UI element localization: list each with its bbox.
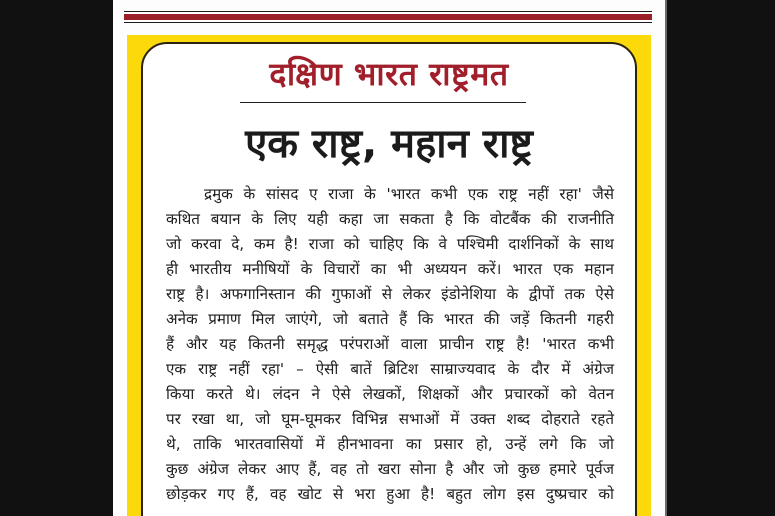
body-line: अनेक प्रमाण मिल जाएंगे, जो बताते हैं कि भारत की जड़ें कितनी गहरी	[166, 310, 614, 328]
bottom-thin-rule	[124, 22, 652, 23]
newspaper-clipping	[113, 0, 667, 516]
body-line: छोड़कर गए हैं, वह खोट से भरा हुआ है! बहुत लोग इस दुष्प्रचार को	[166, 485, 614, 503]
masthead-divider	[240, 102, 526, 103]
top-thin-rule	[124, 11, 652, 12]
editorial-card	[141, 42, 637, 516]
body-line: हैं और यह कितनी समृद्ध परंपराओं वाला प्राचीन राष्ट्र है! 'भारत कभी	[166, 335, 614, 353]
top-red-rule	[124, 14, 652, 20]
body-line: कुछ अंग्रेज लेकर आए हैं, वह तो खरा सोना है और जो कुछ हमारे पूर्वज	[166, 460, 614, 478]
body-line: कथित बयान के लिए यही कहा जा सकता है कि वोटबैंक की राजनीति	[166, 210, 614, 228]
body-line: थे, ताकि भारतवासियों में हीनभावना का प्रसार हो, उन्हें लगे कि जो	[166, 435, 614, 453]
body-line: द्रमुक के सांसद ए राजा के 'भारत कभी एक राष्ट्र नहीं रहा' जैसे	[204, 185, 614, 203]
body-line: जो करवा दे, कम है! राजा को चाहिए कि वे पश्चिमी दार्शनिकों के साथ	[166, 235, 614, 253]
editorial-frame	[127, 35, 651, 516]
body-line: ही भारतीय मनीषियों के विचारों का भी अध्ययन करें। भारत एक महान	[166, 260, 614, 278]
masthead-title: दक्षिण भारत राष्ट्रमत	[269, 55, 509, 93]
body-line: किया करते थे। लंदन ने ऐसे लेखकों, शिक्षकों और प्रचारकों को वेतन	[166, 385, 614, 403]
body-line: एक राष्ट्र नहीं रहा' – ऐसी बातें ब्रिटिश साम्राज्यवाद के दौर में अंग्रेज	[166, 360, 614, 378]
editorial-headline: एक राष्ट्र, महान राष्ट्र	[245, 121, 533, 167]
body-line: राष्ट्र है। अफगानिस्तान की गुफाओं से लेकर इंडोनेशिया के द्वीपों तक ऐसे	[166, 285, 614, 303]
body-line: पर रखा था, जो घूम-घूमकर विभिन्न सभाओं में उक्त शब्द दोहराते रहते	[166, 410, 614, 428]
editorial-body	[166, 182, 614, 507]
